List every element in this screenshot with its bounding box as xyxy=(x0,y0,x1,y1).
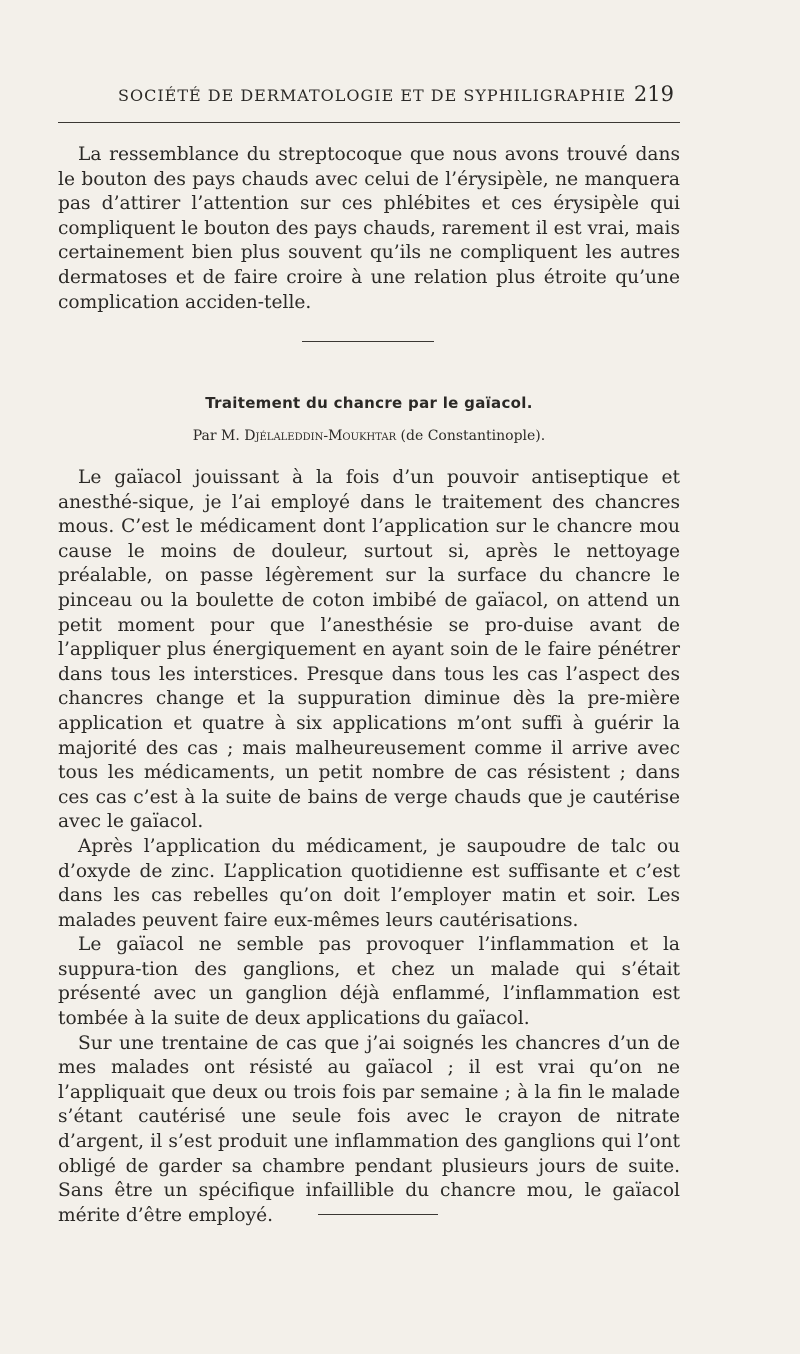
paragraph: Après l’application du médicament, je saupoudre de talc ou d’oxyde de zinc. L’application quotidienne est suffisante et c’est dans les cas rebelles qu’on doit l’employer matin et soir. Les malades peuvent faire eux-mêmes leurs cautérisations. xyxy=(58,835,680,931)
author-name: Djélaleddin-Moukhtar xyxy=(244,428,397,444)
page-number: 219 xyxy=(633,82,674,106)
paragraph: Le gaïacol jouissant à la fois d’un pouvoir antiseptique et anesthé-sique, je l’ai employé dans le traitement des chancres mous. C’est le médicament dont l’application sur le chancre mou cause le moins de douleur, surtout si, après le nettoyage préalable, on passe légèrement sur la surface du chancre le pinceau ou la boulette de coton imbibé de gaïacol, on attend un petit moment pour que l’anesthésie se pro-duise avant de l’appliquer plus énergiquement en ayant soin de le faire pénétrer dans tous les interstices. Presque dans tous les cas l’aspect des chancres change et la suppuration diminue dès la pre-mière application et quatre à six applications m’ont suffi à guérir la majorité des cas ; mais malheureusement comme il arrive avec tous les médicaments, un petit nombre de cas résistent ; dans ces cas c’est à la suite de bains de verge chauds que je cautérise avec le gaïacol. xyxy=(58,467,680,833)
author-affiliation: (de Constantinople). xyxy=(396,428,546,444)
paragraph: Le gaïacol ne semble pas provoquer l’inflammation et la suppura-tion des ganglions, et chez un malade qui s’était présenté avec un ganglion déjà enflammé, l’inflammation est tombée à la suite de deux applications du gaïacol. xyxy=(58,934,680,1030)
end-separator xyxy=(318,1214,438,1215)
section-separator xyxy=(302,341,434,342)
paragraph: La ressemblance du streptocoque que nous avons trouvé dans le bouton des pays chauds avec celui de l’érysipèle, ne manquera pas d’attirer l’attention sur ces phlébites et ces érysipèle qui compliquent le bouton des pays chauds, rarement il est vrai, mais certainement bien plus souvent qu’ils ne compliquent les autres dermatoses et de faire croire à une relation plus étroite qu’une complication acciden-telle. xyxy=(58,144,680,313)
header-rule xyxy=(58,122,680,123)
article-author xyxy=(58,428,680,444)
running-title: SOCIÉTÉ DE DERMATOLOGIE ET DE SYPHILIGRAPHIE xyxy=(118,86,627,105)
article-body xyxy=(58,466,680,1228)
running-header xyxy=(58,82,680,112)
intro-paragraph xyxy=(58,143,680,315)
paragraph: Sur une trentaine de cas que j’ai soignés les chancres d’un de mes malades ont résisté au gaïacol ; il est vrai qu’on ne l’appliquait que deux ou trois fois par semaine ; à la fin le malade s’étant cautérisé une seule fois avec le crayon de nitrate d’argent, il s’est produit une inflammation des ganglions qui l’ont obligé de garder sa chambre pendant plusieurs jours de suite. Sans être un spécifique infaillible du chancre mou, le gaïacol mérite d’être employé. xyxy=(58,1032,680,1226)
author-prefix: Par M. xyxy=(192,428,245,444)
article-title: Traitement du chancre par le gaïacol. xyxy=(205,394,533,412)
